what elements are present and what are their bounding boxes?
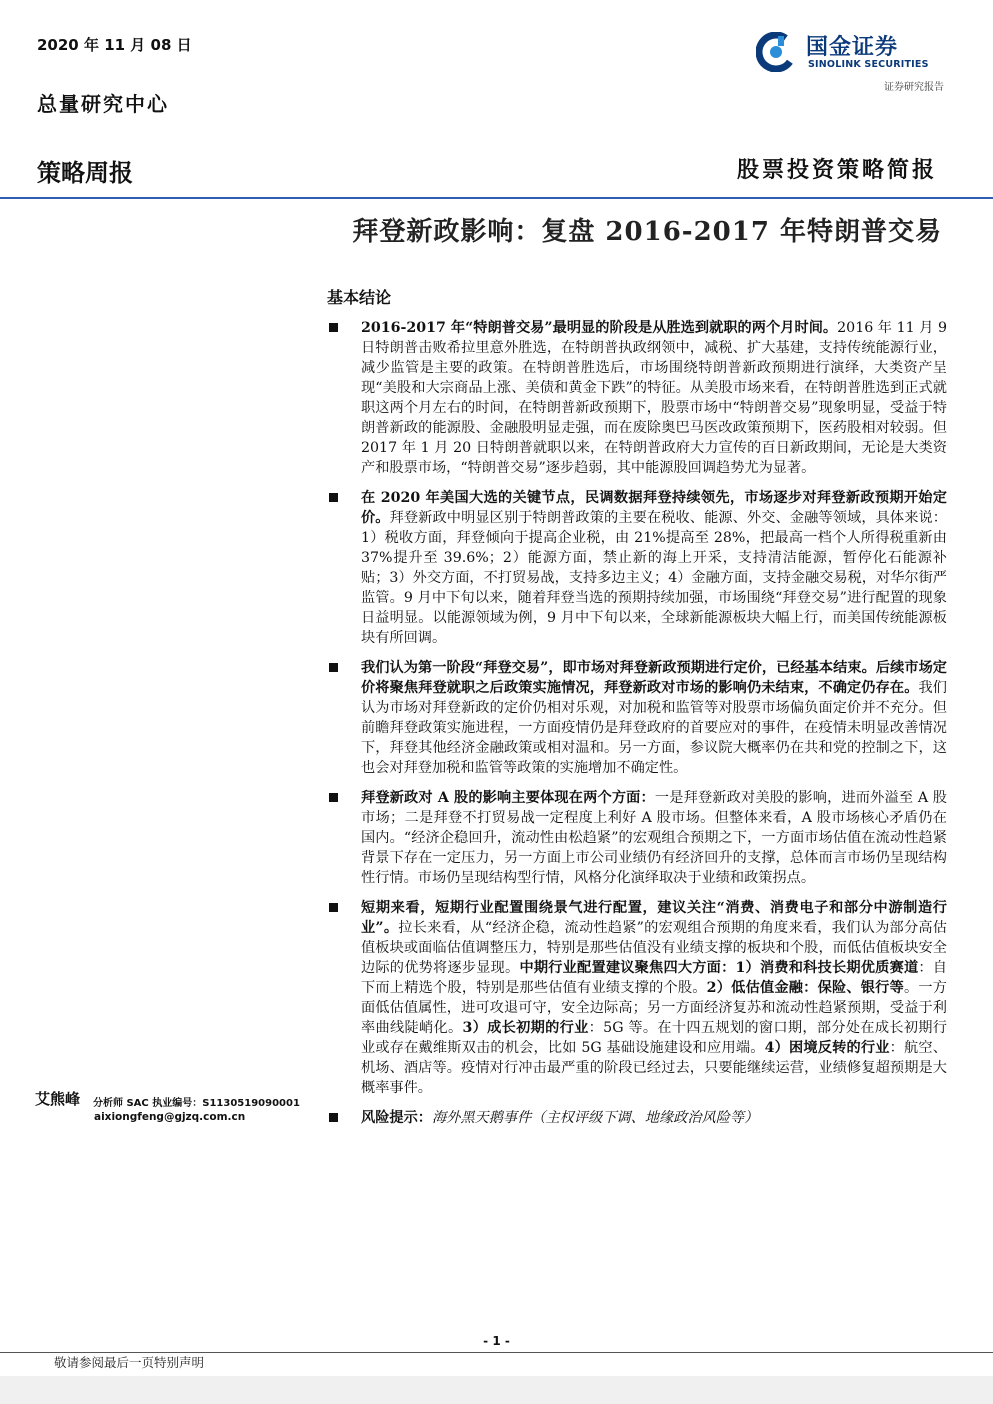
section-heading: 基本结论 xyxy=(327,288,392,307)
bullet-strong: 2）低估值金融：保险、银行等 xyxy=(706,980,904,996)
analyst-info xyxy=(35,1088,315,1123)
report-type: 策略周报 xyxy=(37,159,133,187)
bullet-body: ：5G 等。在十四五规划的窗口期，部分处在成长初期行业或存在戴维斯双击的机会，比如 5G 基础设施建设和应用端。 xyxy=(361,1020,947,1056)
square-bullet-icon xyxy=(329,663,338,672)
conclusion-list xyxy=(327,318,947,1138)
bullet-body: 海外黑天鹅事件（主权评级下调、地缘政治风险等） xyxy=(431,1110,759,1126)
bullet-body: 2016 年 11 月 9 日特朗普击败希拉里意外胜选，在特朗普执政纲领中，减税、扩大基建，支持传统能源行业，减少监管是主要的政策。在特朗普胜选后，市场围绕特朗普新政预期进行演绎，大类资产呈现“美股和大宗商品上涨、美债和黄金下跌”的特征。从美股市场来看，在特朗普胜选到正式就职这两个月左右的时间，在特朗普新政预期下，股票市场中“特朗普交易”现象明显，受益于特朗普新政的能源股、金融股明显走强，而在废除奥巴马医改政策预期下，医药股相对较弱。但 2017 年 1 月 20 日特朗普就职以来，在特朗普政府大力宣传的百日新政期间，无论是大类资产和股票市场，“特朗普交易”逐步趋弱，其中能源股回调趋势尤为显著。 xyxy=(361,320,947,476)
bullet-body: ：航空、机场、酒店等。疫情对行冲击最严重的阶段已经过去，只要能继续运营，业绩修复超预期是大概率事件。 xyxy=(361,1040,947,1096)
list-item xyxy=(327,488,947,648)
logo-subtitle: 证券研究报告 xyxy=(884,82,944,93)
analyst-email: aixiongfeng@gjzq.com.cn xyxy=(94,1111,246,1123)
document-title: 拜登新政影响：复盘 2016-2017 年特朗普交易 xyxy=(352,217,942,247)
report-date: 2020 年 11 月 08 日 xyxy=(37,36,192,54)
company-logo xyxy=(756,30,946,78)
bullet-lead: 拜登新政对 A 股的影响主要体现在两个方面： xyxy=(361,790,655,806)
bullet-lead: 在 2020 年美国大选的关键节点，民调数据拜登持续领先，市场逐步对拜登新政预期开始定价。 xyxy=(361,490,947,526)
header-divider xyxy=(0,197,993,199)
bullet-body: 。一方面低估值属性，进可攻退可守，安全边际高；另一方面经济复苏和流动性趋紧预期，受益于利率曲线陡峭化。 xyxy=(361,980,947,1036)
bullet-strong: 3）成长初期的行业 xyxy=(462,1020,589,1036)
list-item xyxy=(327,788,947,888)
bullet-strong: 4）困境反转的行业 xyxy=(764,1040,890,1056)
footer-band xyxy=(0,1376,993,1404)
bullet-body: 拜登新政中明显区别于特朗普政策的主要在税收、能源、外交、金融等领域，具体来说：1）税收方面，拜登倾向于提高企业税，由 21%提高至 28%，把最高一档个人所得税重新由 37%提升至 39.6%；2）能源方面，禁止新的海上开采，支持清洁能源，暂停化石能源补贴；3）外交方面，不打贸易战，支持多边主义；4）金融方面，支持金融交易税，对华尔街严监管。9 月中下旬以来，随着拜登当选的预期持续加强，市场围绕“拜登交易”进行配置的现象日益明显。以能源领域为例，9 月中下旬以来，全球新能源板块大幅上行，而美国传统能源板块有所回调。 xyxy=(361,510,947,646)
list-item xyxy=(327,898,947,1098)
bullet-body: 拉长来看，从“经济企稳，流动性趋紧”的宏观组合预期的角度来看，我们认为部分高估值板块或面临估值调整压力，特别是那些估值没有业绩支撑的板块和个股，而低估值板块安全边际的优势将逐步显现。 xyxy=(361,920,947,976)
research-center-name: 总量研究中心 xyxy=(37,92,169,116)
square-bullet-icon xyxy=(329,493,338,502)
page-number: - 1 - xyxy=(483,1334,510,1348)
disclaimer-note: 敬请参阅最后一页特别声明 xyxy=(54,1355,205,1370)
bullet-lead: 2016-2017 年“特朗普交易”最明显的阶段是从胜选到就职的两个月时间。 xyxy=(361,320,838,336)
logo-chinese-name: 国金证券 xyxy=(806,35,899,60)
bullet-strong: 中期行业配置建议聚焦四大方面：1）消费和科技长期优质赛道 xyxy=(519,960,919,976)
sinolink-logo-icon xyxy=(756,32,796,72)
bullet-lead: 风险提示： xyxy=(361,1110,432,1126)
square-bullet-icon xyxy=(329,903,338,912)
bullet-body: 我们认为市场对拜登新政的定价仍相对乐观，对加税和监管等对股票市场偏负面定价并不充分。但前瞻拜登政策实施进程，一方面疫情仍是拜登政府的首要应对的事件，在疫情未明显改善情况下，拜登其他经济金融政策或相对温和。另一方面，参议院大概率仍在共和党的控制之下，这也会对拜登加税和监管等政策的实施增加不确定性。 xyxy=(361,680,947,776)
report-series: 股票投资策略简报 xyxy=(736,157,937,183)
list-item xyxy=(327,1108,947,1128)
square-bullet-icon xyxy=(329,793,338,802)
bullet-body: 一是拜登新政对美股的影响，进而外溢至 A 股市场；二是拜登不打贸易战一定程度上利好 A 股市场。但整体来看，A 股市场核心矛盾仍在国内。“经济企稳回升，流动性由松趋紧”的宏观组合预期之下，一方面市场估值在流动性趋紧背景下存在一定压力，另一方面上市公司业绩仍有经济回升的支撑，总体而言市场仍呈现结构性行情。市场仍呈现结构型行情，风格分化演绎取决于业绩和政策拐点。 xyxy=(361,790,947,886)
bullet-lead: 我们认为第一阶段“拜登交易”，即市场对拜登新政预期进行定价，已经基本结束。后续市场定价将聚焦拜登就职之后政策实施情况，拜登新政对市场的影响仍未结束，不确定仍存在。 xyxy=(361,660,947,696)
list-item xyxy=(327,318,947,478)
analyst-certificate: 分析师 SAC 执业编号：S1130519090001 xyxy=(93,1098,300,1109)
list-item xyxy=(327,658,947,778)
square-bullet-icon xyxy=(329,1113,338,1122)
square-bullet-icon xyxy=(329,323,338,332)
bullet-lead: 短期来看，短期行业配置围绕景气进行配置，建议关注“消费、消费电子和部分中游制造行业”。 xyxy=(361,900,947,936)
bullet-body: ：自下而上精选个股，特别是那些估值有业绩支撑的个股。 xyxy=(361,960,947,996)
logo-english-name: SINOLINK SECURITIES xyxy=(808,59,929,70)
analyst-name: 艾熊峰 xyxy=(35,1090,81,1108)
